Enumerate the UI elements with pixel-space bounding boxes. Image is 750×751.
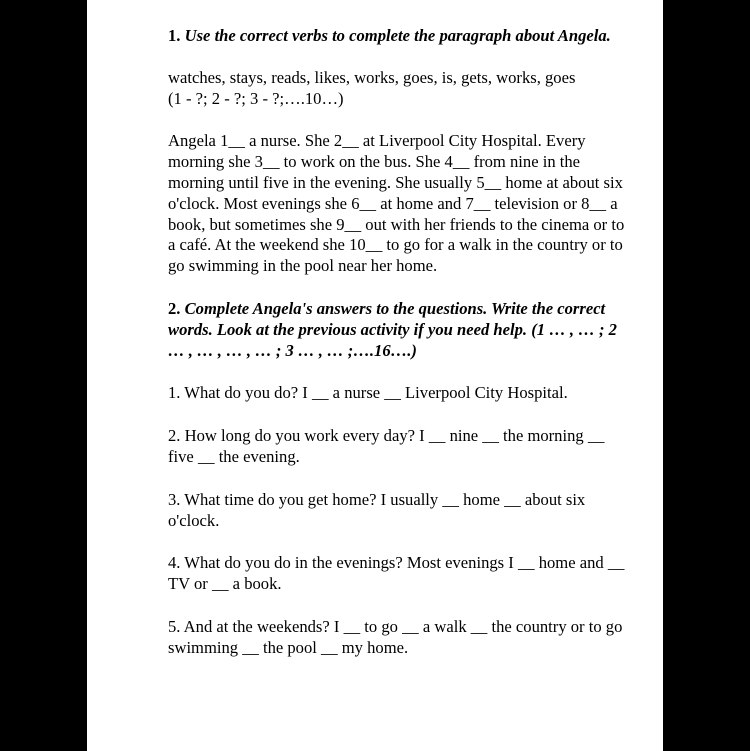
section1-number: 1. (168, 26, 181, 45)
section1-heading (168, 26, 628, 47)
section1-instruction: Use the correct verbs to complete the paragraph about Angela. (184, 26, 611, 45)
question-item: 1. What do you do? I __ a nurse __ Liverpool City Hospital. (168, 383, 568, 403)
question-item: 4. What do you do in the evenings? Most evenings I __ home and __ TV or __ a book. (168, 553, 625, 594)
question-item: 3. What time do you get home? I usually __ home __ about six o'clock. (168, 489, 586, 530)
answer-format: (1 - ?; 2 - ?; 3 - ?;….10…) (168, 88, 344, 108)
word-bank-list: watches, stays, reads, likes, works, goes, is, gets, works, goes (168, 67, 576, 87)
worksheet-content (168, 26, 628, 659)
question-item: 2. How long do you work every day? I __ nine __ the morning __ five __ the evening. (168, 426, 605, 466)
word-bank (168, 68, 628, 110)
section2-instruction: Complete Angela's answers to the questions. Write the correct words. Look at the previous activity if you need help. (1 … , … ; 2 … , … , … , … ; 3 … , … ;….16….) (168, 298, 617, 360)
angela-paragraph: Angela 1__ a nurse. She 2__ at Liverpool City Hospital. Every morning she 3__ to work on the bus. She 4__ from nine in the morning until five in the evening. She usually 5__ home at about six o'clock. Most evenings she 6__ at home and 7__ television or 8__ a book, but sometimes she 9__ out with her friends to the cinema or to a café. At the weekend she 10__ to go for a walk in the country or to go swimming in the pool near her home. (168, 131, 625, 276)
worksheet-page (87, 0, 663, 751)
question-item: 5. And at the weekends? I __ to go __ a walk __ the country or to go swimming __ the pool __ my home. (168, 616, 623, 657)
section2-heading (168, 299, 628, 361)
section2-number: 2. (168, 298, 181, 318)
